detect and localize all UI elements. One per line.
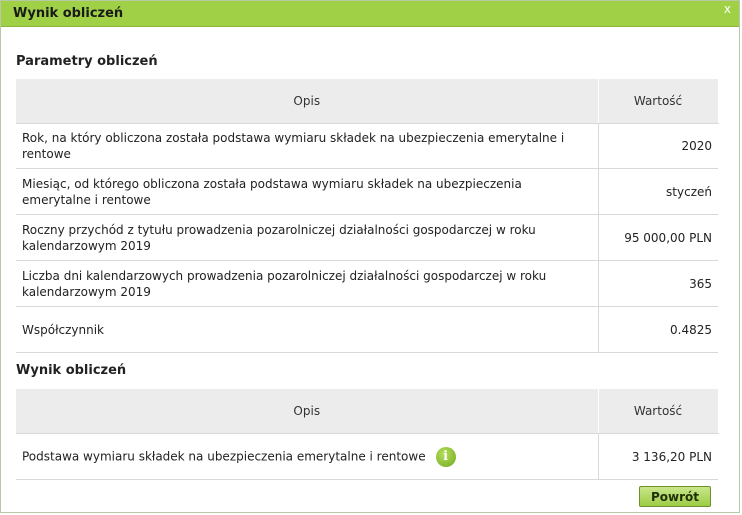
table-row xyxy=(16,434,718,480)
dialog-titlebar xyxy=(1,1,739,27)
row-value: 2020 xyxy=(598,124,718,169)
dialog-title: Wynik obliczeń xyxy=(13,6,124,21)
table-row xyxy=(16,215,718,261)
params-table xyxy=(16,79,719,353)
row-description: Podstawa wymiaru składek na ubezpieczenia emerytalne i rentowe xyxy=(22,449,426,463)
params-header-row xyxy=(16,79,718,124)
result-heading: Wynik obliczeń xyxy=(16,363,127,378)
table-row xyxy=(16,261,718,307)
row-description: Miesiąc, od którego obliczona została podstawa wymiaru składek na ubezpieczenia emerytalne i rentowe xyxy=(16,169,598,215)
row-description: Rok, na który obliczona została podstawa wymiaru składek na ubezpieczenia emerytalne i rentowe xyxy=(16,124,598,169)
row-value: 0.4825 xyxy=(598,307,718,353)
column-header-desc: Opis xyxy=(16,79,598,124)
column-header-value: Wartość xyxy=(598,79,718,124)
close-icon[interactable]: x xyxy=(723,2,731,16)
table-row xyxy=(16,124,718,169)
result-header-row xyxy=(16,389,718,434)
row-description: Współczynnik xyxy=(16,307,598,353)
table-row xyxy=(16,307,718,353)
row-value: 3 136,20 PLN xyxy=(598,434,718,480)
row-value: 95 000,00 PLN xyxy=(598,215,718,261)
row-value: styczeń xyxy=(598,169,718,215)
column-header-desc: Opis xyxy=(16,389,598,434)
row-description: Liczba dni kalendarzowych prowadzenia pozarolniczej działalności gospodarczej w roku kalendarzowym 2019 xyxy=(16,261,598,307)
row-value: 365 xyxy=(598,261,718,307)
result-table xyxy=(16,389,719,480)
params-heading: Parametry obliczeń xyxy=(16,54,158,69)
row-description: Roczny przychód z tytułu prowadzenia pozarolniczej działalności gospodarczej w roku kalendarzowym 2019 xyxy=(16,215,598,261)
table-row xyxy=(16,169,718,215)
back-button[interactable]: Powrót xyxy=(639,486,711,507)
info-icon[interactable]: i xyxy=(436,447,456,467)
column-header-value: Wartość xyxy=(598,389,718,434)
row-description-cell xyxy=(16,434,598,480)
